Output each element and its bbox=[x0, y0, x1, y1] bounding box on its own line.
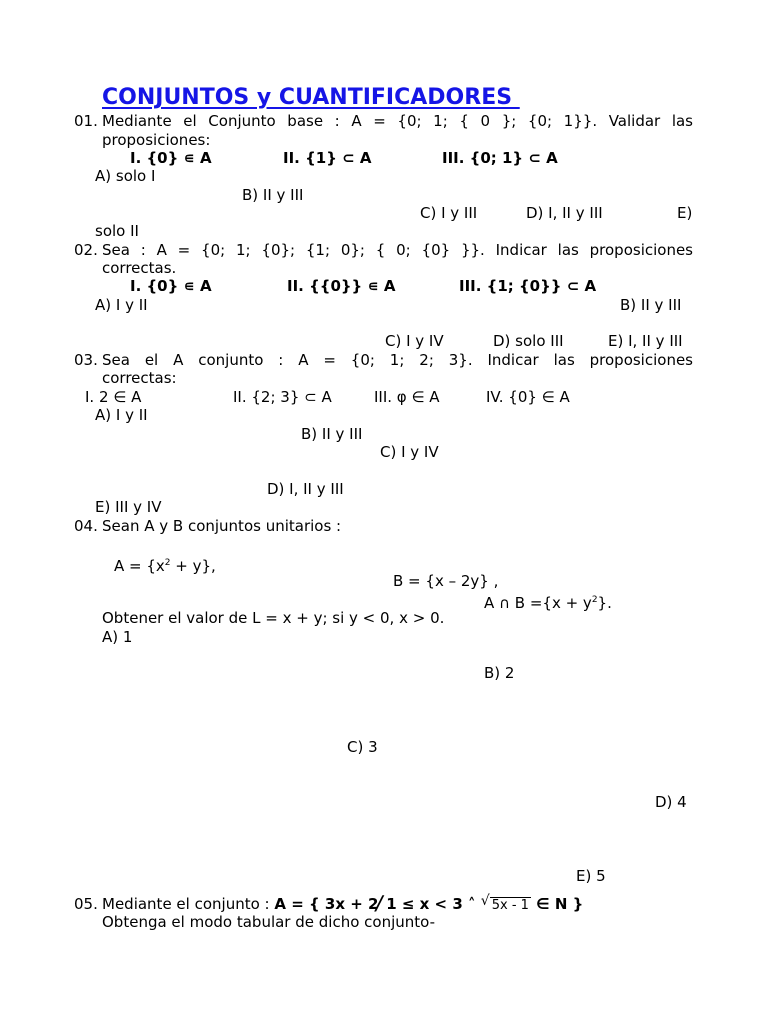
option-e: E) III y IV bbox=[95, 498, 162, 516]
proposition: I. {0} ∊ A bbox=[130, 277, 212, 295]
option-a: A) solo I bbox=[95, 167, 156, 185]
question-number: 05. bbox=[74, 895, 98, 913]
option-c: C) I y IV bbox=[385, 332, 444, 350]
question-text: Sean A y B conjuntos unitarios : bbox=[102, 517, 342, 535]
option-b: B) II y III bbox=[242, 186, 304, 204]
set-definition: A = { 3x + 2⁄ 1 ≤ x < 3 ˄ √ 5x - 1 ∈ N } bbox=[274, 891, 584, 917]
question-text: Obtenga el modo tabular de dicho conjunto- bbox=[102, 913, 436, 931]
proposition: I. 2 ∈ A bbox=[85, 388, 142, 406]
question-text: correctas: bbox=[102, 369, 177, 387]
proposition: II. {2; 3} ⊂ A bbox=[233, 388, 332, 406]
option-c: C) I y III bbox=[420, 204, 478, 222]
proposition: III. φ ∈ A bbox=[374, 388, 440, 406]
question-text: correctas. bbox=[102, 259, 177, 277]
option-c: C) I y IV bbox=[380, 443, 439, 461]
question-text: Obtener el valor de L = x + y; si y < 0, x > 0. bbox=[102, 609, 445, 627]
question-number: 04. bbox=[74, 517, 98, 535]
question-text: Sea : A = {0; 1; {0}; {1; 0}; { 0; {0} }}. Indicar las proposiciones bbox=[102, 241, 693, 259]
option-b: B) II y III bbox=[301, 425, 363, 443]
square-root: √ 5x - 1 bbox=[480, 893, 529, 913]
question-text: Mediante el Conjunto base : A = {0; 1; { 0 }; {0; 1}}. Validar las bbox=[102, 112, 693, 130]
proposition: I. {0} ∊ A bbox=[130, 149, 212, 167]
question-text: Mediante el conjunto : A = { 3x + 2⁄ 1 ≤ x < 3 ˄ √ 5x - 1 ∈ N } bbox=[102, 891, 584, 917]
option-e: E) I, II y III bbox=[608, 332, 683, 350]
question-number: 01. bbox=[74, 112, 98, 130]
option-e: E) 5 bbox=[576, 867, 606, 885]
option-b: B) 2 bbox=[484, 664, 515, 682]
proposition: IV. {0} ∈ A bbox=[486, 388, 570, 406]
question-number: 03. bbox=[74, 351, 98, 369]
option-b: B) II y III bbox=[620, 296, 682, 314]
option-e-text: solo II bbox=[95, 222, 139, 240]
proposition: III. {0; 1} ⊂ A bbox=[442, 149, 558, 167]
set-b-definition: B = {x – 2y} , bbox=[393, 572, 499, 590]
question-text: proposiciones: bbox=[102, 131, 211, 149]
set-a-definition: $A = \{x^2 + y\}$, bbox=[114, 557, 216, 575]
option-a: A) I y II bbox=[95, 406, 148, 424]
option-d: D) solo III bbox=[493, 332, 564, 350]
question-number: 02. bbox=[74, 241, 98, 259]
option-c: C) 3 bbox=[347, 738, 378, 756]
question-text: Sea el A conjunto : A = {0; 1; 2; 3}. Indicar las proposiciones bbox=[102, 351, 693, 369]
option-d: D) I, II y III bbox=[267, 480, 344, 498]
page-title: CONJUNTOS y CUANTIFICADORES bbox=[102, 85, 520, 110]
intersection-definition: A ∩ $B =\{x + y^2\}$. bbox=[484, 594, 612, 612]
option-a: A) I y II bbox=[95, 296, 148, 314]
proposition: III. {1; {0}} ⊂ A bbox=[459, 277, 597, 295]
proposition: II. {1} ⊂ A bbox=[283, 149, 372, 167]
such-that-slash: ⁄ bbox=[378, 891, 382, 917]
option-a: A) 1 bbox=[102, 628, 133, 646]
option-e: E) bbox=[677, 204, 693, 222]
option-d: D) 4 bbox=[655, 793, 687, 811]
proposition: II. {{0}} ∊ A bbox=[287, 277, 396, 295]
option-d: D) I, II y III bbox=[526, 204, 603, 222]
